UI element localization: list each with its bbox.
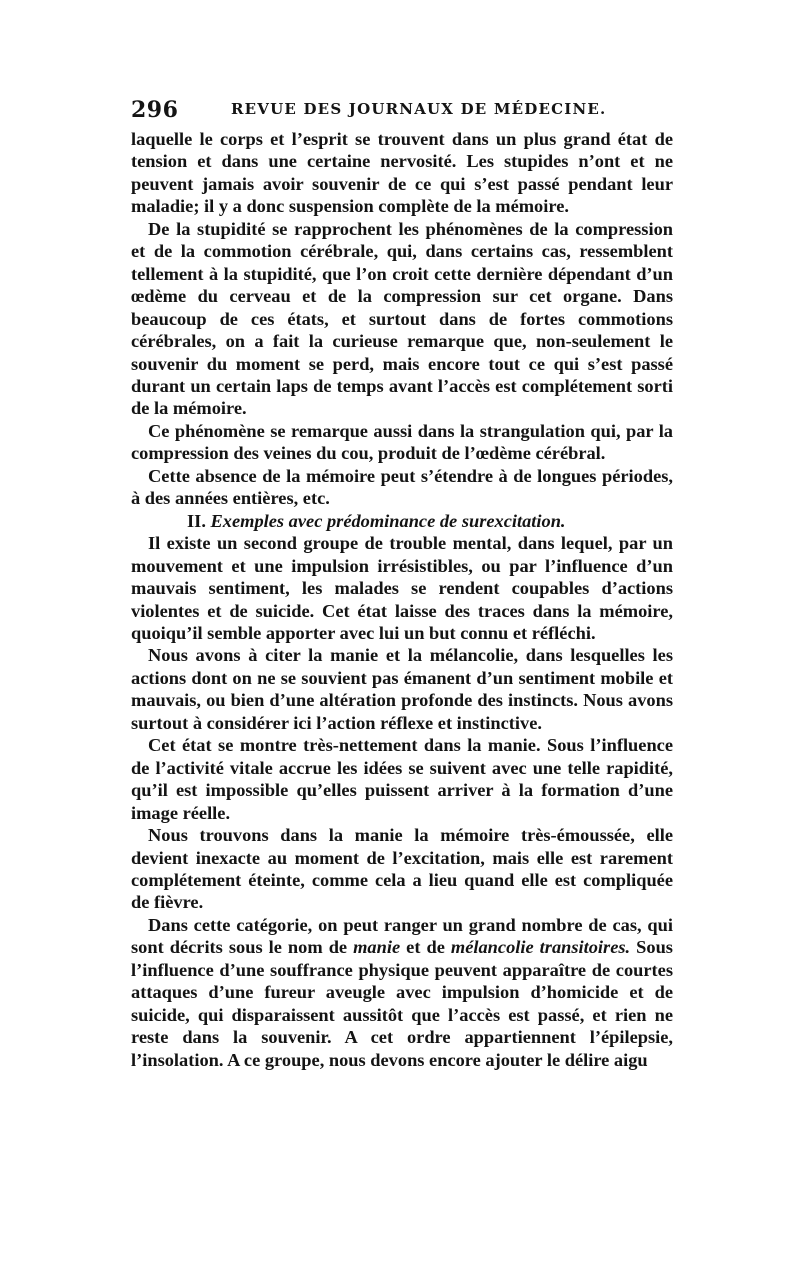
paragraph: Nous avons à citer la manie et la mélancolie, dans lesquelles les actions dont on ne se souvient pas émanent d’un sentiment mobile et mauvais, ou bien d’une altération profonde des instincts. Nous avons surtout à considérer ici l’action réflexe et instinctive. [131,645,673,733]
paragraph-text: Dans cette catégorie, on peut ranger un grand nombre de cas, qui sont décrits sous le nom de [131,914,673,958]
paragraph: De la stupidité se rapprochent les phénomènes de la compression et de la commotion cérébrale, qui, dans certains cas, ressemblent tellement à la stupidité, que l’on croit cette dernière dépendant d’un œdème du cerveau et de la compression sur cet organe. Dans beaucoup de ces états, et surtout dans de fortes commotions cérébrales, on a fait la curieuse remarque que, non-seulement le souvenir du moment se perd, mais encore tout ce qui s’est passé durant un certain laps de temps avant l’accès est complétement sorti de la mémoire. [131,218,673,419]
page-number: 296 [131,97,179,123]
section-number: II. [187,510,206,531]
emphasis-text: manie [353,937,401,958]
paragraph: Nous trouvons dans la manie la mémoire très-émoussée, elle devient inexacte au moment de l’excitation, mais elle est rarement complétement éteinte, comme cela a lieu quand elle est compliquée de fièvre. [131,825,673,913]
section-heading [131,510,673,532]
section-title: Exemples avec prédominance de surexcitation. [210,510,566,531]
paragraph: Cet état se montre très-nettement dans la manie. Sous l’influence de l’activité vitale accrue les idées se suivent avec une telle rapidité, qu’il est impossible qu’elles puissent arriver à la formation d’une image réelle. [131,735,673,823]
paragraph [131,914,673,1071]
page-header [131,97,673,125]
body-text [131,128,673,1071]
paragraph-text: et de [406,937,445,958]
paragraph: Cette absence de la mémoire peut s’étendre à de longues périodes, à des années entières, etc. [131,465,673,509]
paragraph: Ce phénomène se remarque aussi dans la strangulation qui, par la compression des veines du cou, produit de l’œdème cérébral. [131,420,673,464]
paragraph-text: Sous l’influence d’une souffrance physique peuvent apparaître de courtes attaques d’une fureur aveugle avec impulsion d’homicide et de suicide, qui disparaissent aussitôt que l’accès est passé, et rien ne reste dans la souvenir. A cet ordre appartiennent l’épilepsie, l’insolation. A ce groupe, nous devons encore ajouter le délire aigu [131,937,673,1070]
running-head: REVUE DES JOURNAUX DE MÉDECINE. [231,100,607,118]
paragraph: laquelle le corps et l’esprit se trouvent dans un plus grand état de tension et dans une certaine nervosité. Les stupides n’ont et ne peuvent jamais avoir souvenir de ce qui s’est passé pendant leur maladie; il y a donc suspension complète de la mémoire. [131,129,673,217]
emphasis-text: mélancolie transitoires. [450,937,631,958]
paragraph: Il existe un second groupe de trouble mental, dans lequel, par un mouvement et une impulsion irrésistibles, ou par l’influence d’un mauvais sentiment, les malades se rendent coupables d’actions violentes et de suicide. Cet état laisse des traces dans la mémoire, quoiqu’il semble apporter avec lui un but connu et réfléchi. [131,533,673,643]
